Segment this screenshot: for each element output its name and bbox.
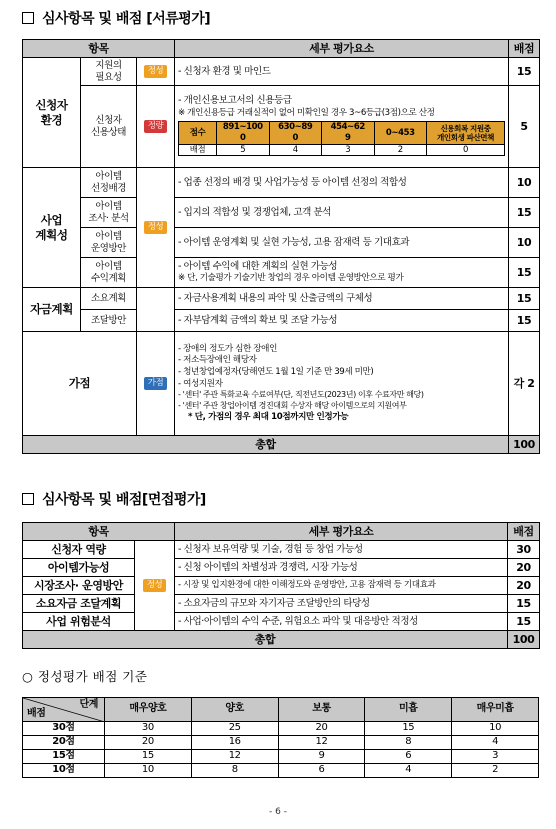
bonus-badge: 가점 <box>144 377 168 390</box>
criteria-corner: 단계 배점 <box>23 698 105 722</box>
qualitative-badge: 정성 <box>143 579 167 592</box>
header-detail: 세부 평가요소 <box>175 40 509 58</box>
checkbox-square-icon <box>22 12 34 24</box>
total-points: 100 <box>508 631 540 649</box>
criteria-row: 15점 15 12 9 6 3 <box>23 750 539 764</box>
raise-detail: - 자부담계획 금액의 확보 및 조달 가능성 <box>175 310 509 332</box>
category-fund-plan: 자금계획 <box>23 288 81 332</box>
interview-detail: - 소요자금의 규모와 자기자금 조달방안의 타당성 <box>175 595 508 613</box>
interview-detail: - 사업·아이템의 수익 수준, 위험요소 파악 및 대응방안 적정성 <box>175 613 508 631</box>
spend-detail: - 자금사용계획 내용의 파악 및 산출금액의 구체성 <box>175 288 509 310</box>
credit-points: 5 <box>509 86 540 168</box>
header-points: 배점 <box>509 40 540 58</box>
checkbox-square-icon <box>22 493 34 505</box>
interview-detail: - 시장 및 입지환경에 대한 이해정도와 운영방안, 고용 잠재력 등 기대효과 <box>175 577 508 595</box>
document-review-table <box>22 39 540 454</box>
criteria-title: ○ 정성평가 배점 기준 <box>22 669 148 684</box>
sub-raise: 조달방안 <box>81 310 137 332</box>
header-item: 항목 <box>23 40 175 58</box>
revenue-detail: - 아이템 수익에 대한 계획의 실현 가능성 ※ 단, 기술평가 기술기반 창업의 경우 아이템 운영방안으로 평가 <box>175 258 509 288</box>
level-header: 매우미흡 <box>452 698 539 722</box>
sub-spend: 소요계획 <box>81 288 137 310</box>
qualitative-badge: 정성 <box>144 65 168 78</box>
raise-points: 15 <box>509 310 540 332</box>
interview-points: 20 <box>508 559 540 577</box>
total-label: 총합 <box>23 631 508 649</box>
interview-points: 15 <box>508 613 540 631</box>
total-points: 100 <box>509 436 540 454</box>
category-business-plan: 사업 계획성 <box>23 168 81 288</box>
interview-points: 15 <box>508 595 540 613</box>
sub-need: 지원의 필요성 <box>81 58 137 86</box>
interview-table: 항목 세부 평가요소 배점 신청자 역량 정성 - 신청자 보유역량 및 기술, 경험 등 창업 가능성 30 아이템가능성 - 신청 아이템의 차별성과 경쟁력, 시장 가능성 20 시장조사· 운영방안 - 시장 및 입지환경에 대한 이해정도와 운영방안, 고용 잠재력 등 기대효과 20 소요자금 조달계획 - 소요자금의 규모와 자기자금 조달방안의 타당성 15 사업 위험분석 - 사업·아이템의 수익 수준, 위험요소 파악 및 대응방안 적정성 15 총합 100 <box>22 522 540 649</box>
criteria-table <box>22 697 539 778</box>
criteria-row: 20점 20 16 12 8 4 <box>23 736 539 750</box>
background-detail: - 업종 선정의 배경 및 사업가능성 등 아이템 선정의 적합성 <box>175 168 509 198</box>
spend-points: 15 <box>509 288 540 310</box>
section-title-document-review: 심사항목 및 배점 [서류평가] <box>22 8 210 28</box>
interview-item: 아이템가능성 <box>23 559 135 577</box>
category-applicant: 신청자 환경 <box>23 58 81 168</box>
level-header: 미흡 <box>365 698 452 722</box>
sub-credit: 신청자 신용상태 <box>81 86 137 168</box>
background-points: 10 <box>509 168 540 198</box>
credit-detail: - 개인신용보고서의 신용등급 ※ 개인신용등급 거래실적이 없어 미확인일 경우 3~6등급(3점)으로 산정 점수 891~100 0 630~89 0 454~62 9 0~453 신용회복 지원중 개인회생 파산면책 배점 5 4 3 2 0 <box>175 86 509 168</box>
need-detail: - 신청자 환경 및 마인드 <box>175 58 509 86</box>
interview-detail: - 신청 아이템의 차별성과 경쟁력, 시장 가능성 <box>175 559 508 577</box>
revenue-points: 15 <box>509 258 540 288</box>
level-header: 매우양호 <box>105 698 192 722</box>
level-header: 보통 <box>278 698 365 722</box>
operation-points: 10 <box>509 228 540 258</box>
interview-detail: - 신청자 보유역량 및 기술, 경험 등 창업 가능성 <box>175 541 508 559</box>
sub-revenue: 아이템 수익계획 <box>81 258 137 288</box>
interview-item: 신청자 역량 <box>23 541 135 559</box>
page-number: - 6 - <box>269 807 287 817</box>
interview-item: 시장조사· 운영방안 <box>23 577 135 595</box>
interview-item: 소요자금 조달계획 <box>23 595 135 613</box>
interview-points: 20 <box>508 577 540 595</box>
credit-score-table: 점수 891~100 0 630~89 0 454~62 9 0~453 신용회복 지원중 개인회생 파산면책 배점 5 4 3 2 0 <box>178 121 505 156</box>
bonus-points: 각 2 <box>509 332 540 436</box>
quantitative-badge: 정량 <box>144 120 168 133</box>
survey-points: 15 <box>509 198 540 228</box>
operation-detail: - 아이템 운영계획 및 실현 가능성, 고용 잠재력 등 기대효과 <box>175 228 509 258</box>
qualitative-badge: 정성 <box>144 221 168 234</box>
total-label: 총합 <box>23 436 509 454</box>
survey-detail: - 입지의 적합성 및 경쟁업체, 고객 분석 <box>175 198 509 228</box>
bonus-detail: - 장애의 정도가 심한 장애인 - 저소득장애인 해당자 - 청년창업예정자(당해연도 1월 1일 기준 만 39세 미만) - 여성지원자 - '센터' 주관 특화교육 수료여부(단, 직전년도(2023년) 이후 수료자만 해당) - '센터' 주관 창업아이템 경진대회 수상자 해당 아이템으로의 지원여부 * 단, 가점의 경우 최대 10점까지만 인정가능 <box>175 332 509 436</box>
criteria-row: 10점 10 8 6 4 2 <box>23 764 539 778</box>
criteria-row: 30점 30 25 20 15 10 <box>23 722 539 736</box>
level-header: 양호 <box>191 698 278 722</box>
interview-points: 30 <box>508 541 540 559</box>
need-points: 15 <box>509 58 540 86</box>
interview-item: 사업 위험분석 <box>23 613 135 631</box>
sub-background: 아이템 선정배경 <box>81 168 137 198</box>
sub-operation: 아이템 운영방안 <box>81 228 137 258</box>
section-title-interview: 심사항목 및 배점[면접평가] <box>22 489 206 509</box>
category-bonus: 가점 <box>23 332 137 436</box>
sub-survey: 아이템 조사· 분석 <box>81 198 137 228</box>
